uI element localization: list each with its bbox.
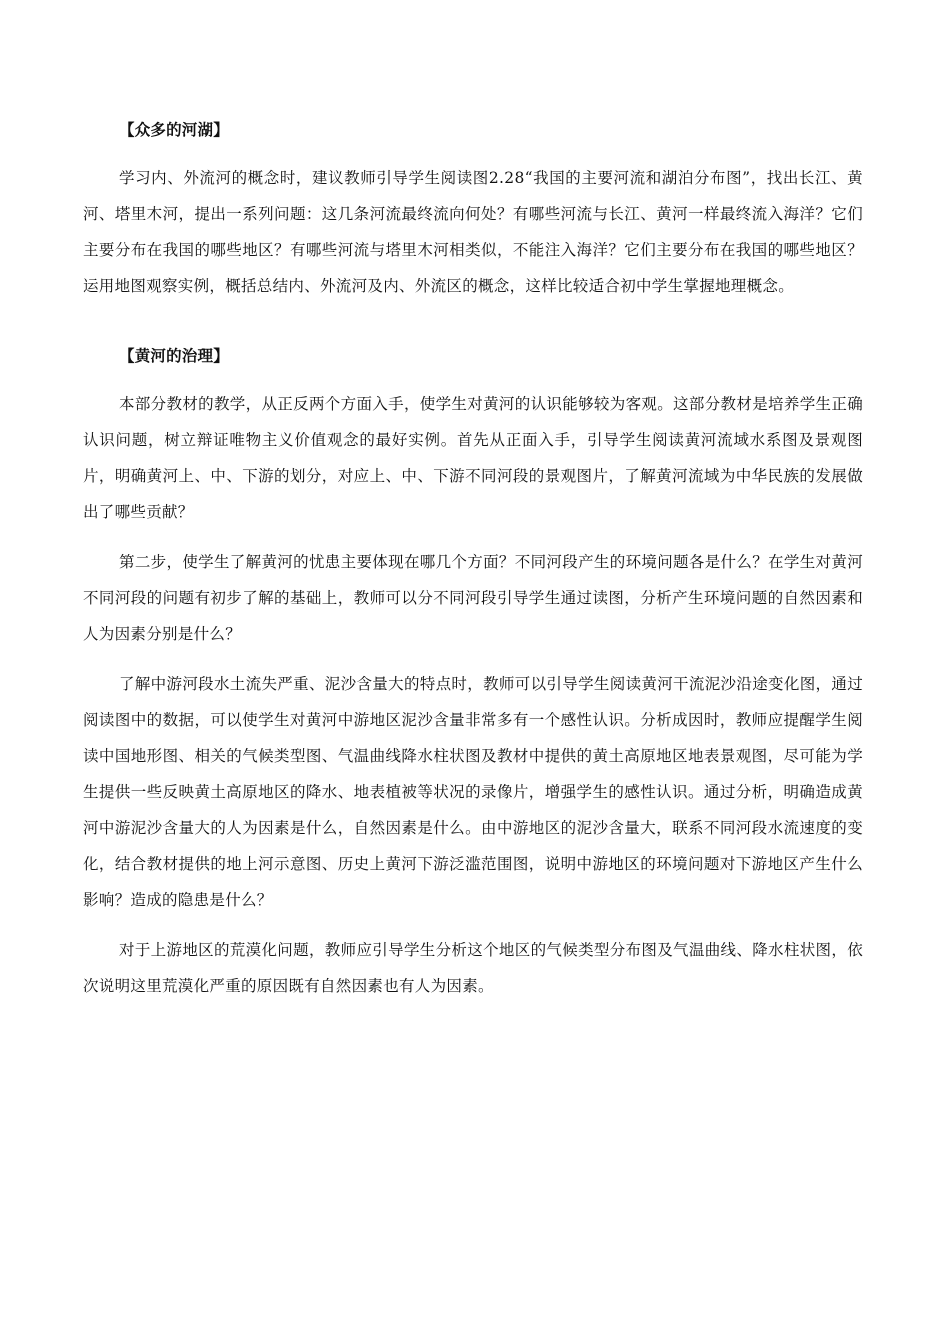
paragraph-yellow-river-4: 对于上游地区的荒漠化问题，教师应引导学生分析这个地区的气候类型分布图及气温曲线、降水柱状图，依次说明这里荒漠化严重的原因既有自然因素也有人为因素。 xyxy=(83,941,863,995)
section-heading-yellow-river: 【黄河的治理】 xyxy=(119,347,229,365)
document-body xyxy=(83,112,863,1018)
section-heading-rivers-lakes: 【众多的河湖】 xyxy=(119,121,229,139)
paragraph-yellow-river-2: 第二步，使学生了解黄河的忧患主要体现在哪几个方面？不同河段产生的环境问题各是什么？在学生对黄河不同河段的问题有初步了解的基础上，教师可以分不同河段引导学生通过读图，分析产生环境问题的自然因素和人为因素分别是什么？ xyxy=(83,553,863,643)
paragraph-yellow-river-1: 本部分教材的教学，从正反两个方面入手，使学生对黄河的认识能够较为客观。这部分教材是培养学生正确认识问题，树立辩证唯物主义价值观念的最好实例。首先从正面入手，引导学生阅读黄河流域水系图及景观图片，明确黄河上、中、下游的划分，对应上、中、下游不同河段的景观图片，了解黄河流域为中华民族的发展做出了哪些贡献？ xyxy=(83,395,863,521)
paragraph-yellow-river-3: 了解中游河段水土流失严重、泥沙含量大的特点时，教师可以引导学生阅读黄河干流泥沙沿途变化图，通过阅读图中的数据，可以使学生对黄河中游地区泥沙含量非常多有一个感性认识。分析成因时，教师应提醒学生阅读中国地形图、相关的气候类型图、气温曲线降水柱状图及教材中提供的黄土高原地区地表景观图，尽可能为学生提供一些反映黄土高原地区的降水、地表植被等状况的录像片，增强学生的感性认识。通过分析，明确造成黄河中游泥沙含量大的人为因素是什么，自然因素是什么。由中游地区的泥沙含量大，联系不同河段水流速度的变化，结合教材提供的地上河示意图、历史上黄河下游泛滥范围图，说明中游地区的环境问题对下游地区产生什么影响？造成的隐患是什么？ xyxy=(83,675,863,909)
section-gap xyxy=(83,318,863,338)
paragraph-rivers-lakes-1: 学习内、外流河的概念时，建议教师引导学生阅读图2.28“我国的主要河流和湖泊分布图”，找出长江、黄河、塔里木河，提出一系列问题：这几条河流最终流向何处？有哪些河流与长江、黄河一样最终流入海洋？它们主要分布在我国的哪些地区？有哪些河流与塔里木河相类似，不能注入海洋？它们主要分布在我国的哪些地区？运用地图观察实例，概括总结内、外流河及内、外流区的概念，这样比较适合初中学生掌握地理概念。 xyxy=(83,169,863,295)
